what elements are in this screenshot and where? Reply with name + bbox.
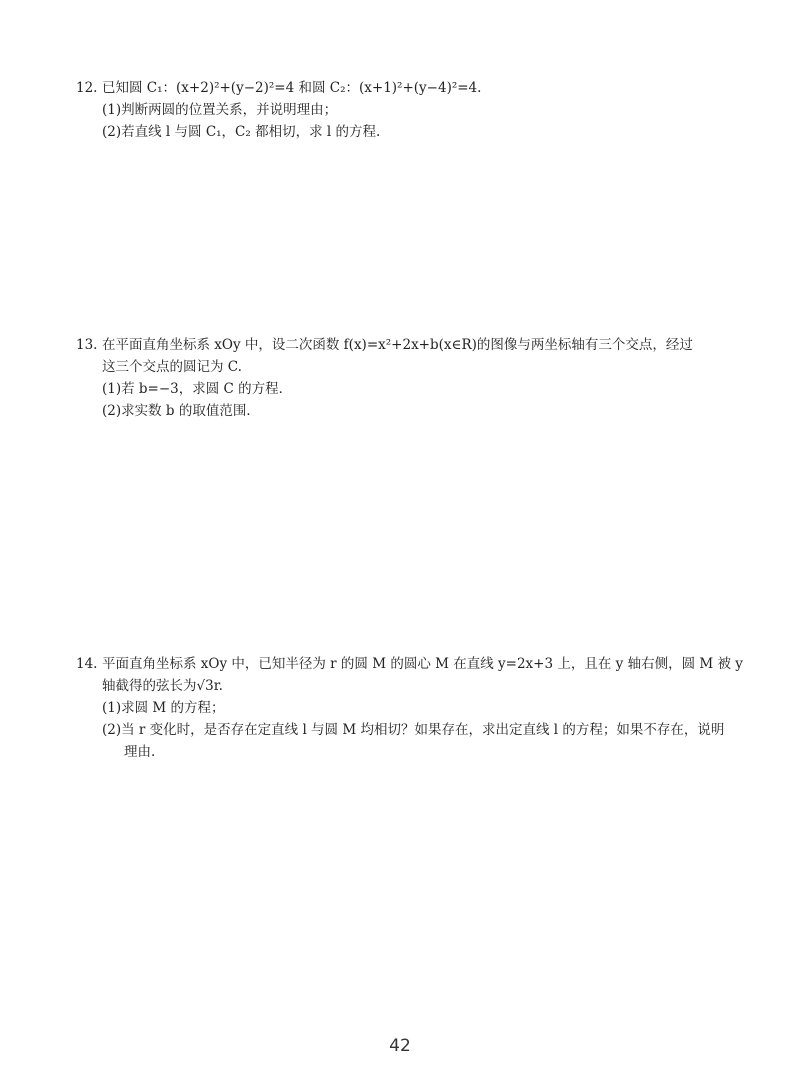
problem-14-statement [76,653,743,675]
sub-question: (1)判断两圆的位置关系，并说明理由； [102,102,338,118]
problem-number: 13. [76,337,98,353]
problem-13 [76,334,736,422]
problem-12-statement [76,77,736,99]
problem-number: 12. [76,80,98,96]
problem-14 [76,653,743,763]
problem-text: 在平面直角坐标系 xOy 中，设二次函数 f(x)=x²+2x+b(x∈R)的图像与两坐标轴有三个交点，经过 [102,337,693,353]
problem-text: 平面直角坐标系 xOy 中，已知半径为 r 的圆 M 的圆心 M 在直线 y=2x+3 上，且在 y 轴右侧，圆 M 被 y [102,656,743,672]
sub-question: (2)若直线 l 与圆 C₁，C₂ 都相切，求 l 的方程. [102,124,381,140]
sub-question-continued: 理由. [124,744,156,760]
problem-number: 14. [76,656,98,672]
problem-text-continued: 这三个交点的圆记为 C. [102,359,242,375]
problem-text: 已知圆 C₁：(x+2)²+(y−2)²=4 和圆 C₂：(x+1)²+(y−4)²=4. [102,80,482,96]
sub-question: (1)若 b=−3，求圆 C 的方程． [102,381,293,397]
problem-12 [76,77,736,143]
page-number: 42 [389,1036,411,1056]
sub-question: (2)当 r 变化时，是否存在定直线 l 与圆 M 均相切？如果存在，求出定直线 l 的方程；如果不存在，说明 [102,722,725,738]
sub-question: (2)求实数 b 的取值范围． [102,403,260,419]
problem-text-continued: 轴截得的弦长为√3r. [102,678,223,694]
problem-13-statement [76,334,736,356]
sub-question: (1)求圆 M 的方程； [102,700,225,716]
